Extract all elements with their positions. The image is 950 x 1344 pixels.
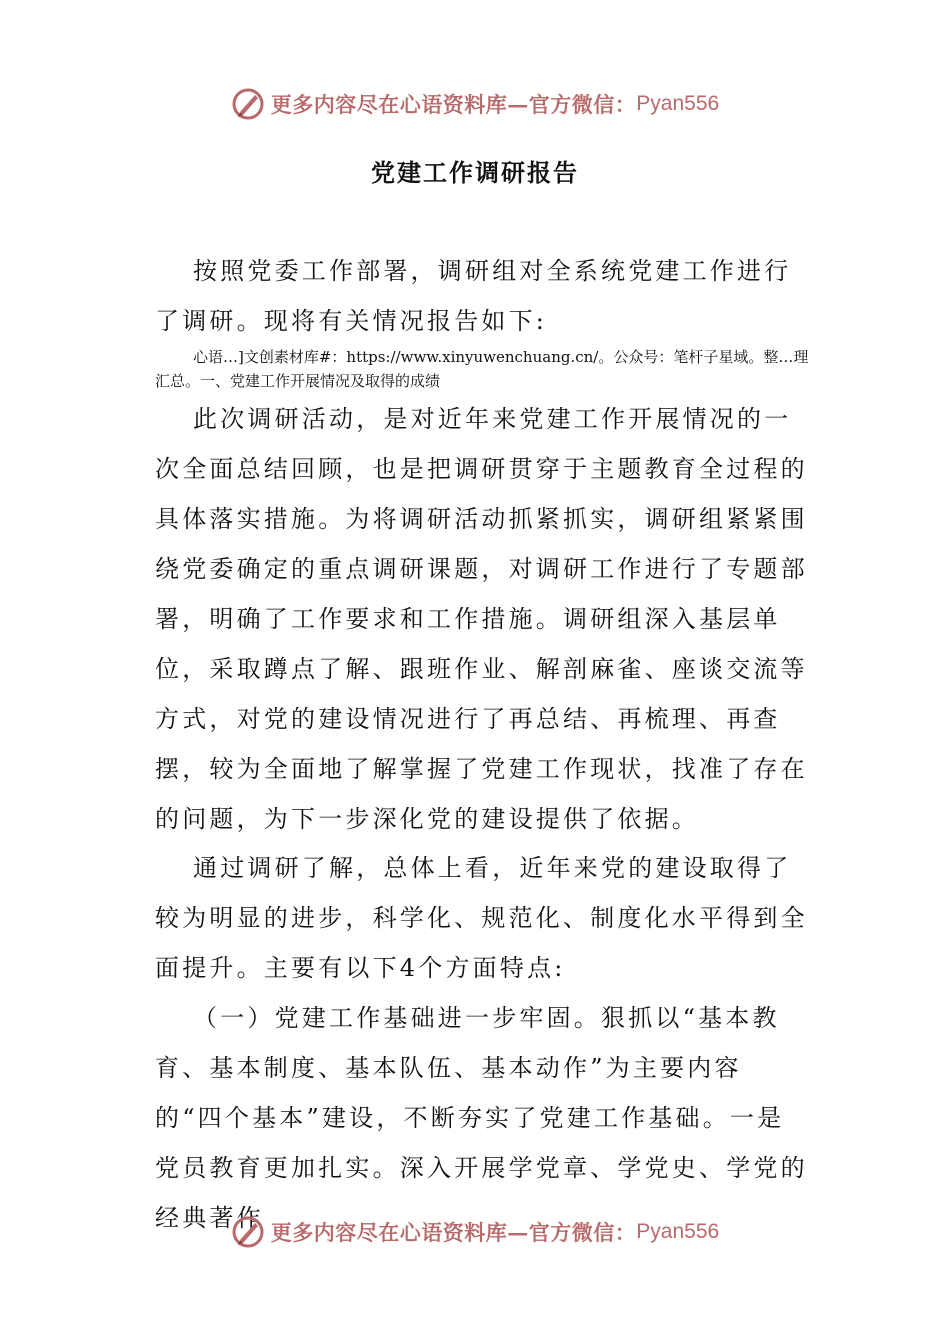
document-title: 党建工作调研报告: [371, 159, 579, 187]
banner-text: 更多内容尽在心语资料库—官方微信：: [270, 1220, 637, 1245]
banner-wechat-id: Pyan556: [636, 1220, 720, 1243]
paragraph-survey: 此次调研活动，是对近年来党建工作开展情况的一次全面总结回顾，也是把调研贯穿于主题教育全过程的具体落实措施。为将调研活动抓紧抓实，调研组紧紧围绕党委确定的重点调研课题，对调研工作进行了专题部署，明确了工作要求和工作措施。调研组深入基层单位，采取蹲点了解、跟班作业、解剖麻雀、座谈交流等方式，对党的建设情况进行了再总结、再梳理、再查摆，较为全面地了解掌握了党建工作现状，找准了存在的问题，为下一步深化党的建设提供了依据。: [155, 405, 808, 833]
pen-logo-icon: [231, 87, 265, 121]
header-banner: [0, 84, 950, 124]
source-note: 心语…]文创素材库#：https://www.xinyuwenchuang.cn/。公众号：笔杆子星域。整…理汇总。一、党建工作开展情况及取得的成绩: [155, 348, 809, 390]
paragraph-point-one: （一）党建工作基础进一步牢固。狠抓以“基本教育、基本制度、基本队伍、基本动作”为主要内容的“四个基本”建设，不断夯实了党建工作基础。一是党员教育更加扎实。深入开展学党章、学党史、学党的经典著作: [155, 1004, 808, 1232]
banner-wechat-id: Pyan556: [636, 92, 720, 115]
paragraph-intro: 按照党委工作部署，调研组对全系统党建工作进行了调研。现将有关情况报告如下:: [155, 257, 792, 335]
banner-text: 更多内容尽在心语资料库—官方微信：: [270, 92, 637, 117]
paragraph-summary: 通过调研了解，总体上看，近年来党的建设取得了较为明显的进步，科学化、规范化、制度化水平得到全面提升。主要有以下4个方面特点:: [155, 854, 808, 982]
footer-banner: [0, 1212, 950, 1252]
pen-logo-icon: [231, 1215, 265, 1249]
